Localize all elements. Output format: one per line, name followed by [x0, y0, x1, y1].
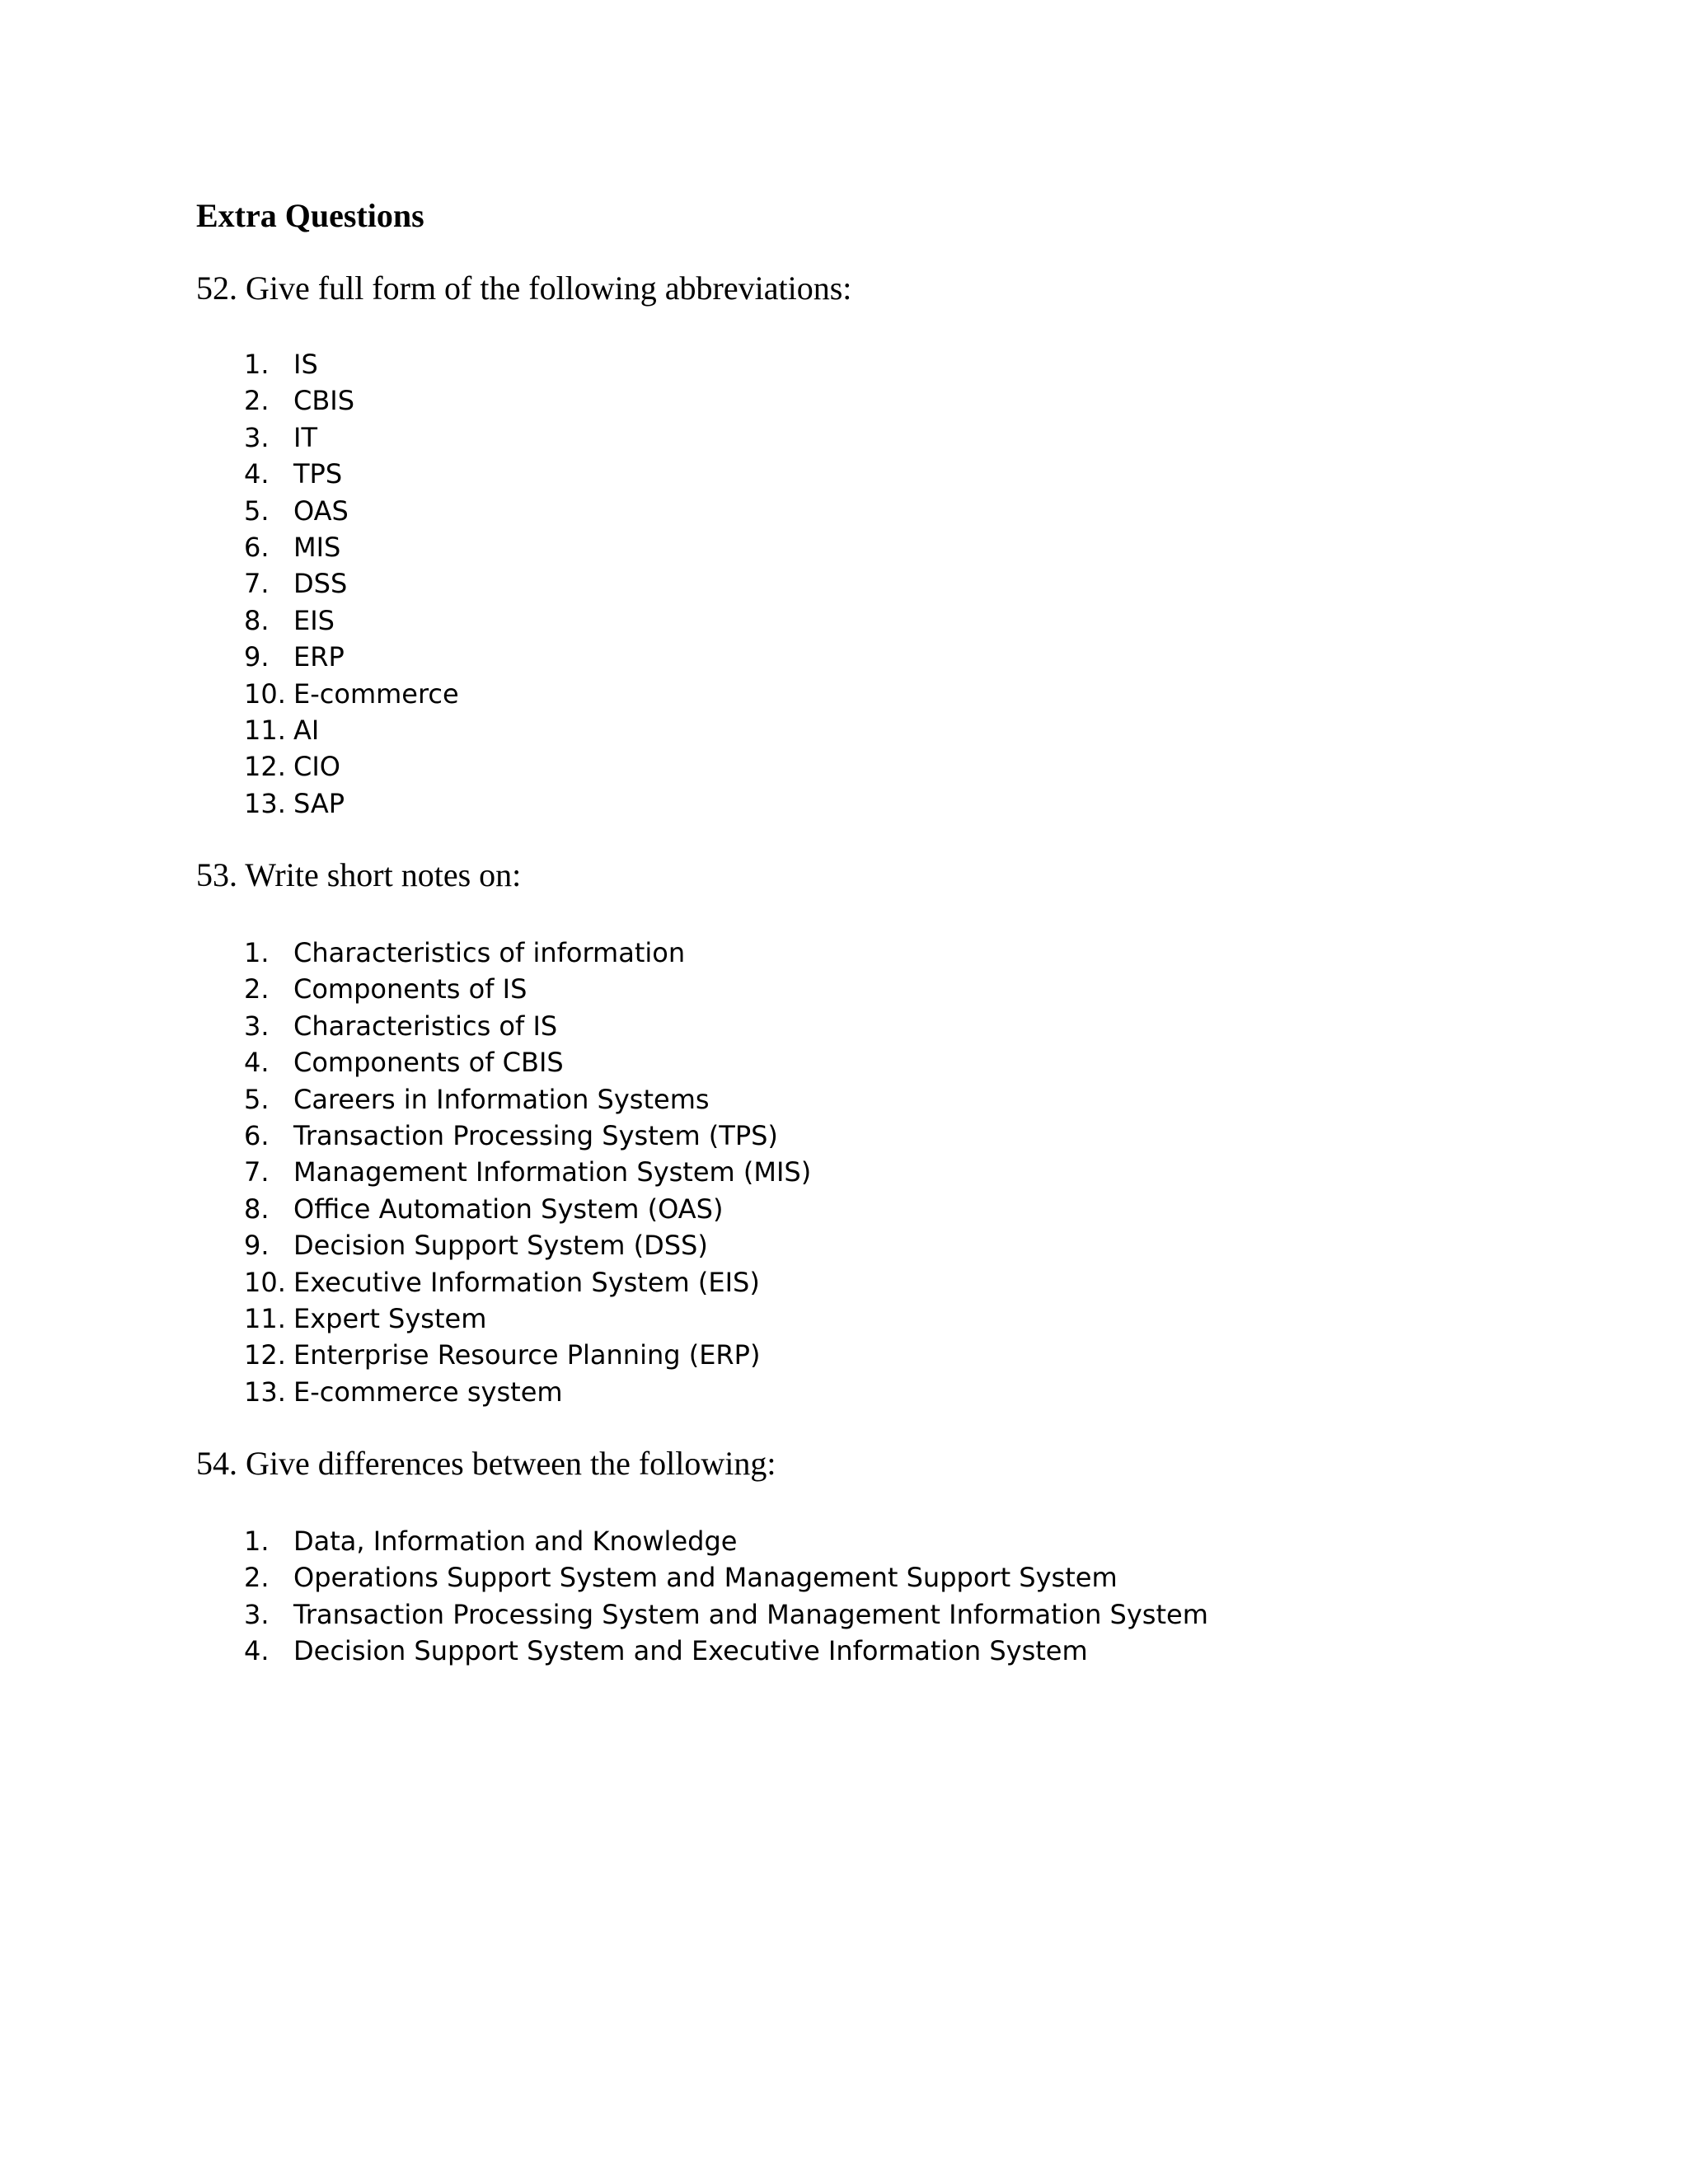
item-number: 3.	[244, 1010, 270, 1042]
item-number: 5.	[244, 1083, 270, 1115]
list-item	[244, 1633, 1208, 1669]
list-item	[244, 1301, 811, 1337]
item-text: Characteristics of IS	[293, 1010, 558, 1042]
item-text: Management Information System (MIS)	[293, 1156, 812, 1188]
list-item	[244, 639, 459, 675]
list-item	[244, 1374, 811, 1410]
page-heading: Extra Questions	[196, 197, 424, 234]
item-text: CIO	[293, 751, 340, 783]
item-text: E-commerce system	[293, 1376, 563, 1408]
item-text: CBIS	[293, 385, 355, 417]
item-number: 3.	[244, 421, 270, 453]
list-item	[244, 529, 459, 565]
list-item	[244, 1081, 811, 1118]
item-number: 1.	[244, 349, 270, 380]
item-text: Office Automation System (OAS)	[293, 1193, 724, 1225]
item-number: 2.	[244, 973, 270, 1005]
item-text: Operations Support System and Management Support System	[293, 1562, 1118, 1594]
item-text: MIS	[293, 531, 341, 563]
item-number: 2.	[244, 1562, 270, 1594]
item-number: 8.	[244, 1193, 270, 1225]
item-text: Components of IS	[293, 973, 528, 1005]
item-number: 11.	[244, 714, 286, 746]
list-item	[244, 1008, 811, 1044]
question-53-title: 53. Write short notes on:	[196, 856, 522, 893]
item-number: 1.	[244, 1526, 270, 1557]
short-notes-list	[244, 935, 811, 1410]
list-item	[244, 1596, 1208, 1633]
list-item	[244, 676, 459, 712]
item-text: DSS	[293, 568, 348, 600]
item-number: 4.	[244, 458, 270, 490]
item-text: Enterprise Resource Planning (ERP)	[293, 1339, 761, 1371]
item-number: 4.	[244, 1635, 270, 1667]
item-number: 10.	[244, 1266, 286, 1298]
list-item	[244, 785, 459, 822]
list-item	[244, 493, 459, 529]
item-text: Decision Support System and Executive Information System	[293, 1635, 1088, 1667]
item-text: Data, Information and Knowledge	[293, 1526, 738, 1557]
item-number: 7.	[244, 568, 270, 600]
item-number: 8.	[244, 604, 270, 636]
item-number: 6.	[244, 1119, 270, 1151]
item-text: IS	[293, 349, 318, 380]
item-number: 7.	[244, 1156, 270, 1188]
list-item	[244, 971, 811, 1007]
item-number: 9.	[244, 641, 270, 673]
list-item	[244, 419, 459, 456]
item-text: Executive Information System (EIS)	[293, 1266, 760, 1298]
list-item	[244, 712, 459, 748]
list-item	[244, 935, 811, 971]
list-item	[244, 1154, 811, 1190]
item-text: OAS	[293, 494, 349, 527]
list-item	[244, 1118, 811, 1154]
item-number: 10.	[244, 677, 286, 710]
list-item	[244, 1523, 1208, 1559]
question-54-title: 54. Give differences between the following:	[196, 1445, 776, 1482]
item-text: Careers in Information Systems	[293, 1083, 710, 1115]
item-text: TPS	[293, 458, 343, 490]
item-text: E-commerce	[293, 677, 459, 710]
item-number: 3.	[244, 1598, 270, 1630]
item-text: IT	[293, 421, 317, 453]
item-text: AI	[293, 714, 320, 746]
list-item	[244, 748, 459, 785]
item-text: Components of CBIS	[293, 1047, 564, 1079]
list-item	[244, 1044, 811, 1080]
item-text: Expert System	[293, 1302, 487, 1334]
item-number: 4.	[244, 1047, 270, 1079]
item-text: Transaction Processing System and Management Information System	[293, 1598, 1208, 1630]
item-number: 11.	[244, 1302, 286, 1334]
item-number: 12.	[244, 1339, 286, 1371]
list-item	[244, 1191, 811, 1227]
item-number: 6.	[244, 531, 270, 563]
list-item	[244, 565, 459, 602]
item-number: 13.	[244, 1376, 286, 1408]
list-item	[244, 1264, 811, 1301]
list-item	[244, 456, 459, 492]
differences-list	[244, 1523, 1208, 1670]
item-number: 12.	[244, 751, 286, 783]
item-number: 5.	[244, 494, 270, 527]
item-text: SAP	[293, 787, 345, 819]
item-number: 1.	[244, 937, 270, 968]
item-number: 2.	[244, 385, 270, 417]
list-item	[244, 1337, 811, 1373]
item-number: 9.	[244, 1230, 270, 1262]
item-text: Characteristics of information	[293, 937, 686, 968]
item-text: Transaction Processing System (TPS)	[293, 1119, 778, 1151]
list-item	[244, 382, 459, 419]
item-text: ERP	[293, 641, 345, 673]
list-item	[244, 346, 459, 382]
list-item	[244, 1227, 811, 1263]
item-number: 13.	[244, 787, 286, 819]
item-text: EIS	[293, 604, 335, 636]
item-text: Decision Support System (DSS)	[293, 1230, 708, 1262]
abbreviations-list	[244, 346, 459, 822]
list-item	[244, 1559, 1208, 1596]
question-52-title: 52. Give full form of the following abbreviations:	[196, 269, 852, 307]
list-item	[244, 602, 459, 639]
